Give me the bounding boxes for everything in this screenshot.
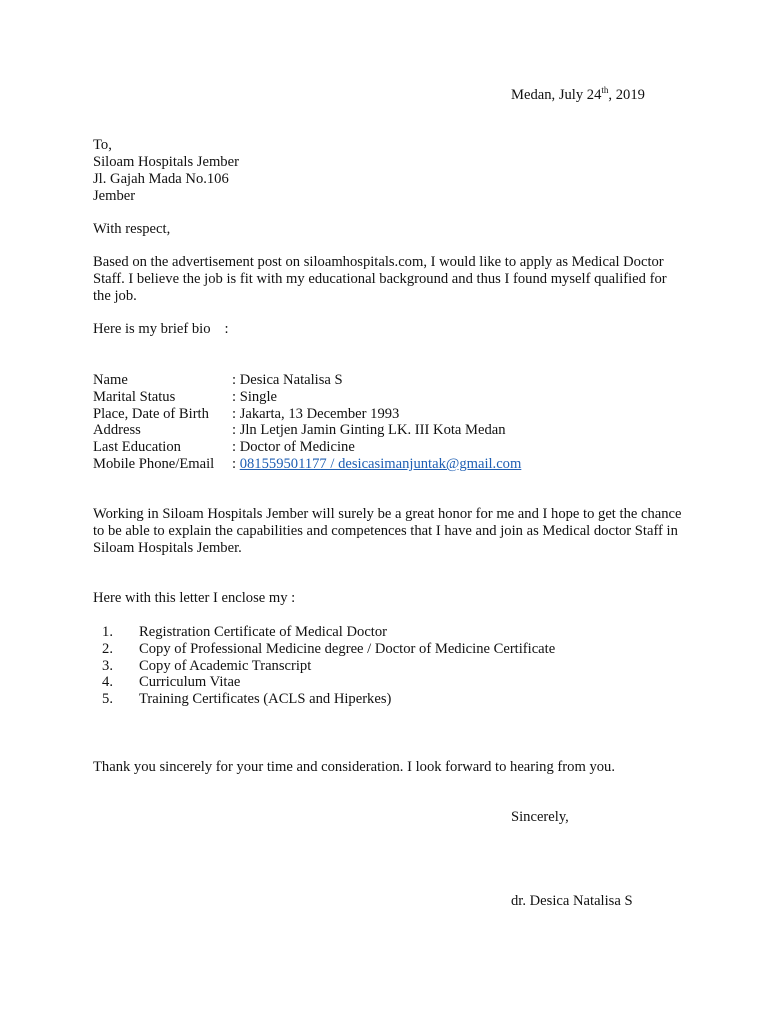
intro-paragraph: Based on the advertisement post on siloamhospitals.com, I would like to apply as Medical Doctor Staff. I believe the job is fit with my educational background and thus I found myself qualified for the job. <box>93 254 667 304</box>
bio-label: Marital Status <box>93 388 176 405</box>
recipient-street: Jl. Gajah Mada No.106 <box>93 171 229 187</box>
list-item: 4. Curriculum Vitae <box>102 674 241 691</box>
bio-value: : Single <box>232 388 277 405</box>
bio-value: : Doctor of Medicine <box>232 439 355 456</box>
recipient-city: Jember <box>93 188 136 204</box>
bio-value: : Jln Letjen Jamin Ginting LK. III Kota Medan <box>232 422 506 439</box>
letter-date: Medan, July 24th, 2019 <box>511 85 645 103</box>
closing-text: Thank you sincerely for your time and consideration. I look forward to hearing from you. <box>93 759 615 775</box>
contact-value: : 081559501177 / desicasimanjuntak@gmail.com <box>232 455 522 472</box>
bio-row-contact <box>93 456 521 473</box>
greeting: With respect, <box>93 221 171 237</box>
bio-row <box>93 422 521 439</box>
bio-row <box>93 389 521 406</box>
bio-label: Last Education <box>93 439 181 456</box>
signature-name: dr. Desica Natalisa S <box>511 893 633 909</box>
bio-table <box>93 372 521 473</box>
bio-label: Name <box>93 372 128 388</box>
bio-row <box>93 372 521 389</box>
recipient-to: To, <box>93 137 112 153</box>
body-paragraph: Working in Siloam Hospitals Jember will surely be a great honor for me and I hope to get the chance to be able to explain the capabilities and competences that I have and join as Medical doctor Staff in Siloam Hospitals Jember. <box>93 506 682 556</box>
bio-label: Place, Date of Birth <box>93 405 209 422</box>
date-ordinal: th <box>601 85 609 95</box>
recipient-block <box>93 137 239 205</box>
bio-label: Address <box>93 422 141 439</box>
sign-off: Sincerely, <box>511 809 569 825</box>
list-item: 5. Training Certificates (ACLS and Hiperkes) <box>102 691 392 708</box>
list-item: 1. Registration Certificate of Medical Doctor <box>102 624 388 640</box>
contact-email-link[interactable]: 081559501177 / desicasimanjuntak@gmail.com <box>239 455 522 472</box>
contact-label: Mobile Phone/Email <box>93 455 215 472</box>
list-item: 2. Copy of Professional Medicine degree / Doctor of Medicine Certificate <box>102 640 556 657</box>
enclose-intro: Here with this letter I enclose my : <box>93 590 296 606</box>
recipient-name: Siloam Hospitals Jember <box>93 154 239 170</box>
bio-intro: Here is my brief bio : <box>93 321 229 337</box>
bio-row <box>93 439 521 456</box>
bio-row <box>93 406 521 423</box>
list-item: 3. Copy of Academic Transcript <box>102 657 312 674</box>
bio-value: : Jakarta, 13 December 1993 <box>232 405 400 422</box>
enclosure-list <box>93 624 555 708</box>
bio-value: : Desica Natalisa S <box>232 372 343 388</box>
